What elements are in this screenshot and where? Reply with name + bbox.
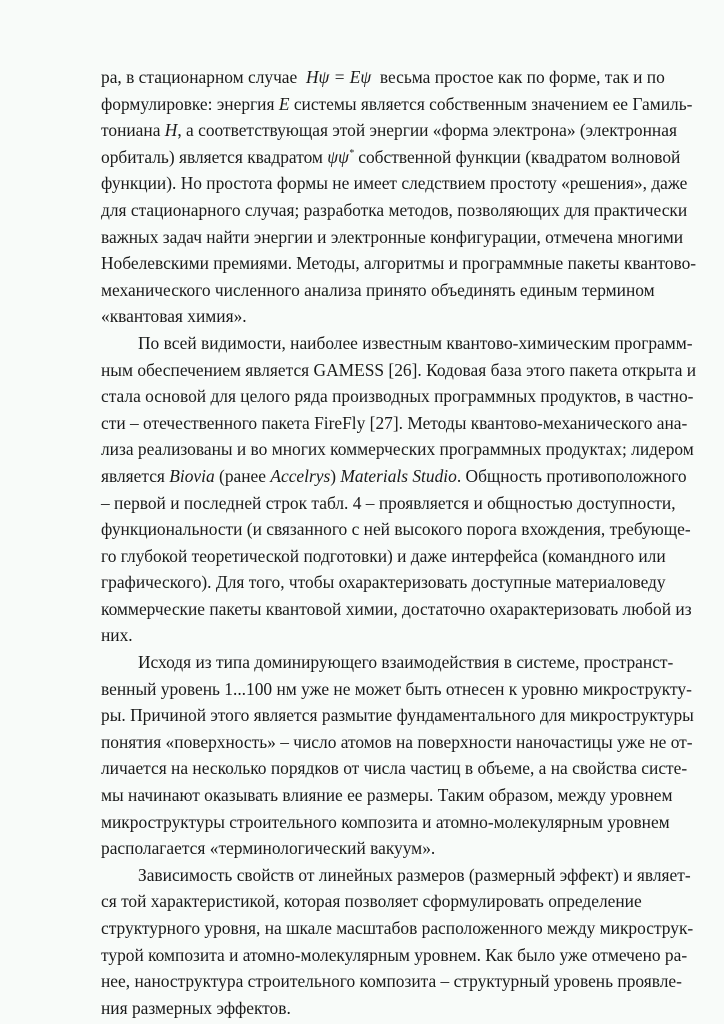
text-line: функциональности (и связанного с ней высокого порога вхождения, требующе- bbox=[101, 519, 691, 540]
software-name-accelrys: Accelrys bbox=[270, 465, 331, 486]
text-line: По всей видимости, наиболее известным квантово-химическим программ- bbox=[138, 332, 693, 353]
text-line: нее, наноструктура строительного композита – структурный уровень проявле- bbox=[101, 971, 682, 992]
text-line: понятия «поверхность» – число атомов на поверхности наночастицы уже не от- bbox=[101, 731, 693, 752]
text-line: для стационарного случая; разработка методов, позволяющих для практически bbox=[101, 199, 688, 220]
text-line: ся той характеристикой, которая позволяет сформулировать определение bbox=[101, 891, 642, 912]
text-line: – первой и последней строк табл. 4 – проявляется и общностью доступности, bbox=[101, 492, 676, 513]
hamiltonian-symbol: H bbox=[164, 120, 178, 141]
software-name-biovia: Biovia bbox=[169, 465, 215, 486]
text-line: орбиталь) является квадратом ψψ* собственной функции (квадратом волновой bbox=[101, 146, 681, 167]
text-line: формулировке: энергия E системы является собственным значением ее Гамиль- bbox=[101, 93, 693, 114]
text-line: микроструктуры строительного композита и атомно-молекулярным уровнем bbox=[101, 811, 670, 832]
body-text bbox=[101, 64, 697, 1021]
text-line: мы начинают оказывать влияние ее размеры. Таким образом, между уровнем bbox=[101, 785, 673, 806]
text-line: ным обеспечением является GAMESS [26]. Кодовая база этого пакета открыта и bbox=[101, 359, 697, 380]
text-line: является Biovia (ранее Accelrys) Materials Studio. Общность противоположного bbox=[101, 465, 687, 486]
text-line: лиза реализованы и во многих коммерческих программных продуктах; лидером bbox=[101, 439, 694, 460]
text-line: стала основой для целого ряда производных программных продуктов, в частно- bbox=[101, 386, 694, 407]
text-line: тониана H, а соответствующая этой энергии «форма электрона» (электронная bbox=[101, 120, 677, 141]
text-line: личается на несколько порядков от числа частиц в объеме, а на свойства систе- bbox=[101, 758, 688, 779]
paragraph-1 bbox=[101, 64, 697, 330]
text-line: располагается «терминологический вакуум». bbox=[101, 838, 436, 859]
paragraph-2 bbox=[101, 330, 697, 649]
text-line: «квантовая химия». bbox=[101, 306, 247, 327]
text-line: ния размерных эффектов. bbox=[101, 997, 291, 1018]
energy-symbol: E bbox=[278, 93, 290, 114]
psi-psi-conjugate: ψψ* bbox=[327, 146, 354, 167]
schrodinger-equation: Hψ = Eψ bbox=[305, 67, 372, 87]
text-line: турой композита и атомно-молекулярным уровнем. Как было уже отмечено ра- bbox=[101, 944, 688, 965]
text-line: ры. Причиной этого является размытие фундаментального для микроструктуры bbox=[101, 705, 694, 726]
text-line: ра, в стационарном случае Hψ = Eψ весьма простое как по форме, так и по bbox=[101, 67, 665, 87]
text-line: го глубокой теоретической подготовки) и даже интерфейса (командного или bbox=[101, 545, 666, 566]
paragraph-4 bbox=[101, 862, 694, 1022]
text-line: коммерческие пакеты квантовой химии, достаточно охарактеризовать любой из bbox=[101, 598, 692, 619]
text-line: Исходя из типа доминирующего взаимодействия в системе, пространст- bbox=[138, 652, 674, 673]
text-line: структурного уровня, на шкале масштабов расположенного между микрострук- bbox=[101, 918, 694, 938]
software-name-materials-studio: Materials Studio bbox=[340, 465, 457, 486]
paragraph-3 bbox=[101, 649, 694, 862]
text-line: графического). Для того, чтобы охарактеризовать доступные материаловеду bbox=[101, 572, 666, 593]
text-line: важных задач найти энергии и электронные конфигурации, отмечена многими bbox=[101, 226, 684, 247]
text-line: Зависимость свойств от линейных размеров (размерный эффект) и являет- bbox=[138, 864, 691, 885]
text-line: Нобелевскими премиями. Методы, алгоритмы и программные пакеты квантово- bbox=[101, 253, 697, 274]
text-line: венный уровень 1...100 нм уже не может быть отнесен к уровню микрострукту- bbox=[101, 678, 692, 699]
text-line: сти – отечественного пакета FireFly [27]. Методы квантово-механического ана- bbox=[101, 412, 688, 433]
text-line: них. bbox=[101, 625, 133, 646]
text-line: механического численного анализа принято объединять единым термином bbox=[101, 279, 655, 300]
text-line: функции). Но простота формы не имеет следствием простоту «решения», даже bbox=[101, 173, 688, 194]
